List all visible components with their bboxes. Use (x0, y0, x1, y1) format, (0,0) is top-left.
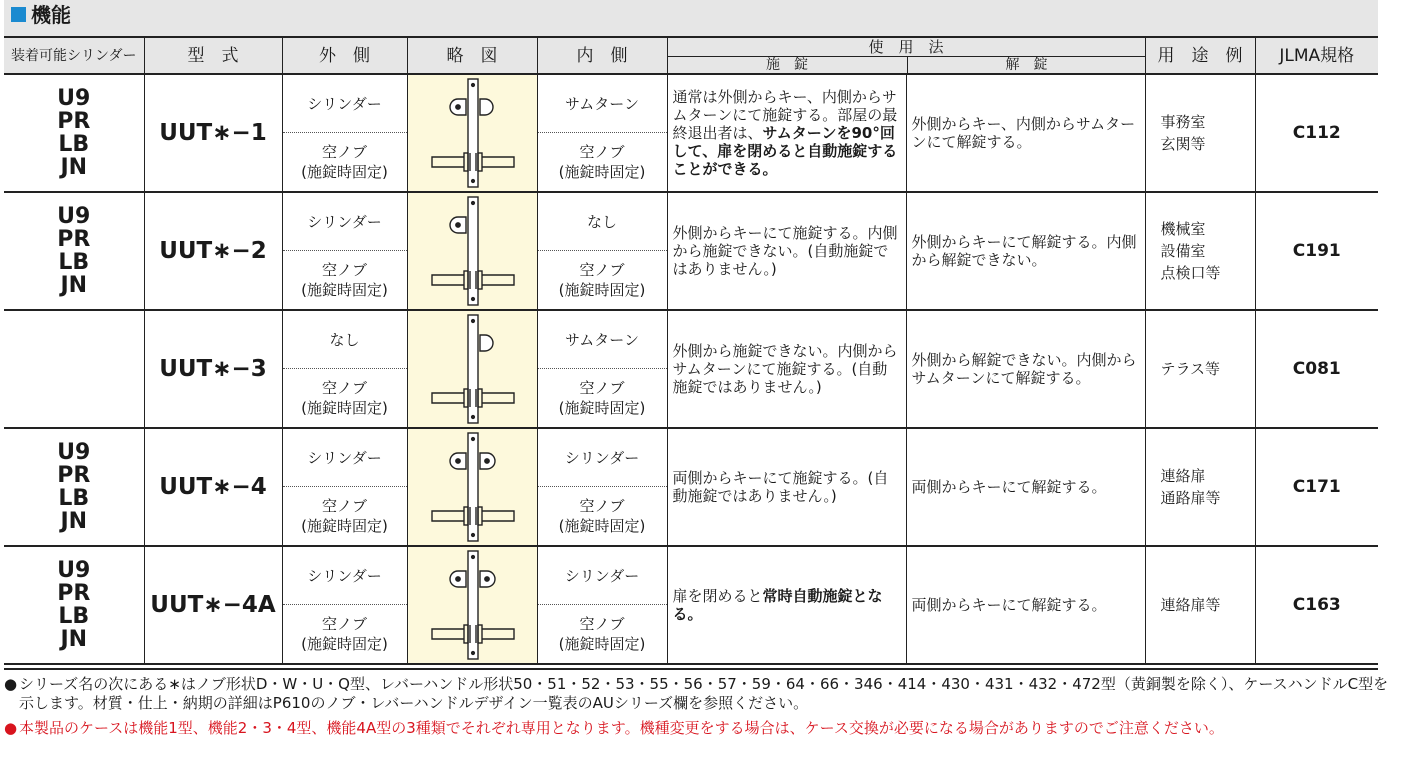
unlock-method-cell: 外側からキーにて解錠する。内側から解錠できない。 (906, 192, 1145, 310)
jlma-cell: C112 (1255, 74, 1378, 192)
outside-bottom-note: (施錠時固定) (301, 163, 388, 181)
outside-cell (282, 310, 407, 428)
unlock-method-cell: 両側からキーにて解錠する。 (906, 428, 1145, 546)
outside-cell (282, 546, 407, 664)
inside-bottom-note: (施錠時固定) (558, 399, 646, 417)
table-row (4, 546, 1378, 664)
inside-top: シリンダー (538, 547, 667, 605)
header-outside: 外 側 (282, 37, 407, 74)
usage-example: テラス等 (1160, 360, 1221, 378)
cylinder-code: LB (58, 604, 90, 629)
section-header (4, 0, 1378, 36)
cylinder-code: LB (58, 250, 90, 275)
inside-top: なし (538, 193, 667, 251)
outside-bottom-line: 空ノブ (321, 497, 367, 515)
unlock-method-cell: 外側から解錠できない。内側からサムターンにて解錠する。 (906, 310, 1145, 428)
header-lock: 施 錠 (766, 57, 808, 73)
usage-example: 事務室 (1160, 113, 1206, 131)
usage-example: 設備室 (1160, 242, 1206, 260)
cylinder-code: JN (60, 273, 88, 298)
inside-bottom-line: 空ノブ (579, 615, 625, 633)
lock-diagram-icon (422, 311, 522, 427)
jlma-cell: C191 (1255, 192, 1378, 310)
usage-example: 機械室 (1160, 220, 1206, 238)
cylinder-code: U9 (57, 86, 91, 111)
lock-bold-text: なる。 (672, 587, 883, 623)
cylinder-cell (4, 192, 144, 310)
outside-top: シリンダー (283, 193, 407, 251)
bullet-icon: ● (4, 675, 18, 693)
header-usage (667, 37, 1145, 74)
section-marker-icon (11, 7, 26, 22)
notes (4, 675, 1398, 738)
usage-example-cell (1145, 310, 1255, 428)
lock-bold-text: 常時自動施錠と (762, 587, 868, 605)
diagram-cell (407, 192, 537, 310)
cylinder-cell (4, 310, 144, 428)
usage-example: 点検口等 (1160, 264, 1221, 282)
usage-example: 玄関等 (1160, 135, 1206, 153)
lock-text: 通常は外側からキー、内側からサムターンにて施錠する。部屋の最終退出者は、 (672, 88, 898, 142)
section-title: 機能 (31, 3, 71, 27)
cylinder-code: PR (57, 581, 91, 606)
header-cylinder: 装着可能シリンダー (4, 37, 144, 74)
bullet-icon: ● (4, 719, 18, 737)
table-row (4, 428, 1378, 546)
outside-cell (282, 192, 407, 310)
outside-top: なし (283, 311, 407, 369)
function-table (4, 36, 1378, 665)
outside-bottom-line: 空ノブ (321, 143, 367, 161)
cylinder-code: JN (60, 509, 88, 534)
model-cell: UUT∗−2 (144, 192, 282, 310)
table-row (4, 192, 1378, 310)
lock-text: 外側から施錠できない。内側からサムターンにて施錠する。(自動施錠ではありません。) (672, 342, 898, 396)
lock-method-cell (667, 310, 906, 428)
cylinder-code: PR (57, 109, 91, 134)
note-2-text: 本製品のケースは機能1型、機能2・3・4型、機能4A型の3種類でそれぞれ専用となります。機種変更をする場合は、ケース交換が必要になる場合がありますのでご注意ください。 (19, 719, 1224, 737)
header-diagram: 略 図 (407, 37, 537, 74)
inside-top: サムターン (538, 311, 667, 369)
lock-method-cell (667, 546, 906, 664)
header-inside: 内 側 (537, 37, 667, 74)
inside-cell (537, 74, 667, 192)
model-cell: UUT∗−3 (144, 310, 282, 428)
model-cell: UUT∗−1 (144, 74, 282, 192)
inside-bottom-note: (施錠時固定) (558, 635, 646, 653)
inside-cell (537, 546, 667, 664)
jlma-cell: C171 (1255, 428, 1378, 546)
cylinder-code: PR (57, 227, 91, 252)
cylinder-code: PR (57, 463, 91, 488)
inside-top: シリンダー (538, 429, 667, 487)
outside-top: シリンダー (283, 429, 407, 487)
usage-example-cell (1145, 74, 1255, 192)
outside-bottom-note: (施錠時固定) (301, 517, 388, 535)
cylinder-code: LB (58, 486, 90, 511)
outside-bottom-line: 空ノブ (321, 261, 367, 279)
jlma-cell: C163 (1255, 546, 1378, 664)
usage-example-cell (1145, 546, 1255, 664)
lock-method-cell (667, 428, 906, 546)
cylinder-code: JN (60, 155, 88, 180)
header-jlma: JLMA規格 (1255, 37, 1378, 74)
lock-diagram-icon (422, 193, 522, 309)
header-model: 型 式 (144, 37, 282, 74)
unlock-method-cell: 外側からキー、内側からサムターンにて解錠する。 (906, 74, 1145, 192)
usage-example-cell (1145, 192, 1255, 310)
table-body (4, 74, 1378, 664)
lock-method-cell (667, 74, 906, 192)
inside-cell (537, 428, 667, 546)
usage-example: 連絡扉等 (1160, 596, 1221, 614)
table-row (4, 310, 1378, 428)
lock-text: 両側からキーにて施錠する。(自動施錠ではありません。) (672, 469, 889, 505)
inside-bottom-line: 空ノブ (579, 497, 625, 515)
cylinder-cell (4, 428, 144, 546)
outside-bottom-note: (施錠時固定) (301, 635, 388, 653)
usage-example: 通路扉等 (1160, 489, 1221, 507)
model-cell: UUT∗−4A (144, 546, 282, 664)
outside-bottom-line: 空ノブ (321, 379, 367, 397)
outside-top: シリンダー (283, 75, 407, 133)
jlma-cell: C081 (1255, 310, 1378, 428)
outside-bottom-note: (施錠時固定) (301, 281, 388, 299)
cylinder-code: U9 (57, 204, 91, 229)
cylinder-cell (4, 546, 144, 664)
inside-bottom-note: (施錠時固定) (558, 281, 646, 299)
cylinder-cell (4, 74, 144, 192)
lock-method-cell (667, 192, 906, 310)
lock-diagram-icon (422, 75, 522, 191)
model-cell: UUT∗−4 (144, 428, 282, 546)
diagram-cell (407, 428, 537, 546)
inside-bottom-line: 空ノブ (579, 379, 625, 397)
diagram-cell (407, 310, 537, 428)
lock-text: 扉を閉めると (672, 587, 763, 605)
unlock-method-cell: 両側からキーにて解錠する。 (906, 546, 1145, 664)
note-1 (4, 675, 1398, 713)
inside-bottom-note: (施錠時固定) (558, 517, 646, 535)
lock-diagram-icon (422, 429, 522, 545)
header-example: 用 途 例 (1145, 37, 1255, 74)
inside-top: サムターン (538, 75, 667, 133)
cylinder-code: U9 (57, 440, 91, 465)
outside-cell (282, 74, 407, 192)
inside-bottom-note: (施錠時固定) (558, 163, 646, 181)
inside-bottom-line: 空ノブ (579, 261, 625, 279)
cylinder-code: U9 (57, 558, 91, 583)
table-header-row (4, 37, 1378, 74)
note-1-text: シリーズ名の次にある∗はノブ形状D・W・U・Q型、レバーハンドル形状50・51・52・53・55・56・57・59・64・66・346・414・430・431・432・472型（黄銅製を除く）、ケースハンドルC型を示します。材質・仕上・納期の詳細はP610のノブ・レバーハンドルデザイン一覧表のAUシリーズ欄を参照ください。 (19, 675, 1389, 712)
inside-cell (537, 310, 667, 428)
outside-bottom-note: (施錠時固定) (301, 399, 388, 417)
cylinder-code: LB (58, 132, 90, 157)
cylinder-code: JN (60, 627, 88, 652)
diagram-cell (407, 74, 537, 192)
outside-cell (282, 428, 407, 546)
inside-bottom-line: 空ノブ (579, 143, 625, 161)
header-unlock: 解 錠 (907, 57, 1146, 73)
usage-example: 連絡扉 (1160, 467, 1206, 485)
divider (4, 668, 1378, 670)
usage-example-cell (1145, 428, 1255, 546)
lock-diagram-icon (422, 547, 522, 663)
header-usage-title: 使 用 法 (868, 38, 944, 56)
lock-text: 外側からキーにて施錠する。内側から施錠できない。(自動施錠ではありません。) (672, 224, 898, 278)
lock-bold-text: サムターンを90°回して、扉を閉めると自動施錠することができる。 (672, 124, 898, 178)
inside-cell (537, 192, 667, 310)
outside-top: シリンダー (283, 547, 407, 605)
table-row (4, 74, 1378, 192)
outside-bottom-line: 空ノブ (321, 615, 367, 633)
diagram-cell (407, 546, 537, 664)
note-2 (4, 719, 1398, 738)
